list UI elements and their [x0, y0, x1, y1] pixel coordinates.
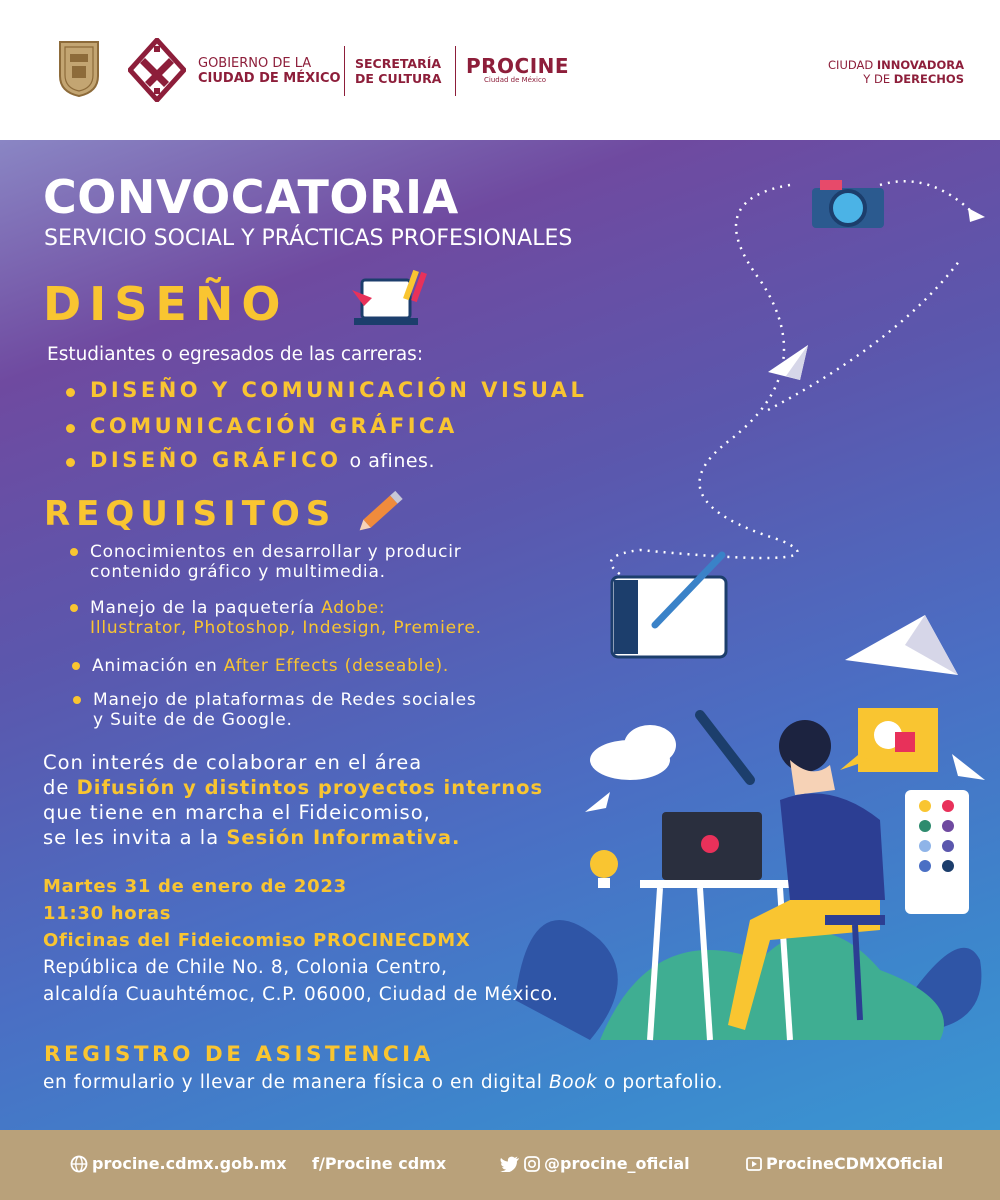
color-palette-icon — [905, 790, 969, 914]
instagram-icon — [524, 1156, 540, 1172]
pencil-icon — [358, 488, 408, 532]
laptop-design-icon — [350, 268, 436, 330]
cloud-icon — [590, 725, 676, 780]
poster — [0, 140, 1000, 1130]
career-item — [90, 448, 435, 472]
event-office: Oficinas del Fideicomiso PROCINECDMX — [43, 930, 471, 951]
poster-subtitle: SERVICIO SOCIAL Y PRÁCTICAS PROFESIONALES — [44, 226, 573, 251]
header-divider — [344, 46, 345, 96]
website-link[interactable]: procine.cdmx.gob.mx — [70, 1154, 287, 1173]
career-item: COMUNICACIÓN GRÁFICA — [90, 414, 458, 438]
careers-suffix: o afines. — [349, 450, 435, 472]
students-intro: Estudiantes o egresados de las carreras: — [47, 344, 424, 365]
cdmx-logo-icon — [128, 38, 186, 102]
light-bulb-icon — [590, 850, 618, 888]
registration-text: en formulario y llevar de manera física o en digital Book o portafolio. — [43, 1072, 724, 1093]
footer-bar — [0, 1130, 1000, 1200]
requirement-item: Manejo de plataformas de Redes sociales y Suite de de Google. — [93, 690, 477, 730]
arrow-icon — [952, 754, 985, 780]
arrow-icon — [585, 792, 610, 812]
youtube-link[interactable]: ProcineCDMXOficial — [746, 1154, 943, 1173]
coat-of-arms-icon — [58, 40, 100, 98]
gobierno-label: GOBIERNO DE LA CIUDAD DE MÉXICO — [198, 56, 341, 86]
pen-tool-icon — [700, 715, 750, 780]
paper-plane-icon — [768, 345, 808, 380]
ciudad-slogan: CIUDAD INNOVADORA Y DE DERECHOS — [828, 58, 964, 86]
procine-logo: PROCINE — [466, 54, 570, 78]
event-date: Martes 31 de enero de 2023 — [43, 876, 347, 897]
poster-title: CONVOCATORIA — [43, 170, 459, 224]
globe-icon — [70, 1155, 88, 1173]
career-label: DISEÑO GRÁFICO — [90, 448, 342, 472]
camera-icon — [812, 180, 884, 228]
twitter-icon — [500, 1156, 520, 1172]
area-title: DISEÑO — [43, 277, 289, 331]
facebook-link[interactable]: f /Procine cdmx — [312, 1154, 447, 1173]
invitation-paragraph: Con interés de colaborar en el área de Difusión y distintos proyectos internos que tiene en marcha el Fideicomiso, se les invita a la Sesión Informativa. — [43, 751, 544, 849]
social-handle-link[interactable]: @procine_oficial — [500, 1154, 690, 1173]
chat-bubble-icon — [840, 708, 938, 772]
youtube-icon — [746, 1157, 762, 1171]
header-bar — [0, 0, 1000, 140]
laptop-icon — [662, 812, 762, 880]
event-time: 11:30 horas — [43, 903, 172, 924]
requirement-item: Conocimientos en desarrollar y producir contenido gráfico y multimedia. — [90, 542, 462, 582]
registration-title: REGISTRO DE ASISTENCIA — [44, 1042, 434, 1067]
career-item: DISEÑO Y COMUNICACIÓN VISUAL — [90, 378, 588, 402]
arrow-icon — [968, 208, 985, 222]
drawing-tablet-icon — [612, 555, 726, 657]
facebook-icon: f — [312, 1154, 319, 1173]
paper-plane-icon — [845, 615, 958, 675]
requirement-item: Animación en After Effects (deseable). — [92, 656, 450, 676]
event-details — [43, 873, 470, 954]
procine-sub-label: Ciudad de México — [484, 76, 547, 84]
event-address: República de Chile No. 8, Colonia Centro, alcaldía Cuauhtémoc, C.P. 06000, Ciudad de México. — [43, 957, 559, 1005]
secretaria-label: SECRETARÍA DE CULTURA — [355, 56, 442, 86]
requirements-title: REQUISITOS — [44, 494, 337, 534]
header-divider — [455, 46, 456, 96]
requirement-item: Manejo de la paquetería Adobe: Illustrator, Photoshop, Indesign, Premiere. — [90, 598, 482, 638]
